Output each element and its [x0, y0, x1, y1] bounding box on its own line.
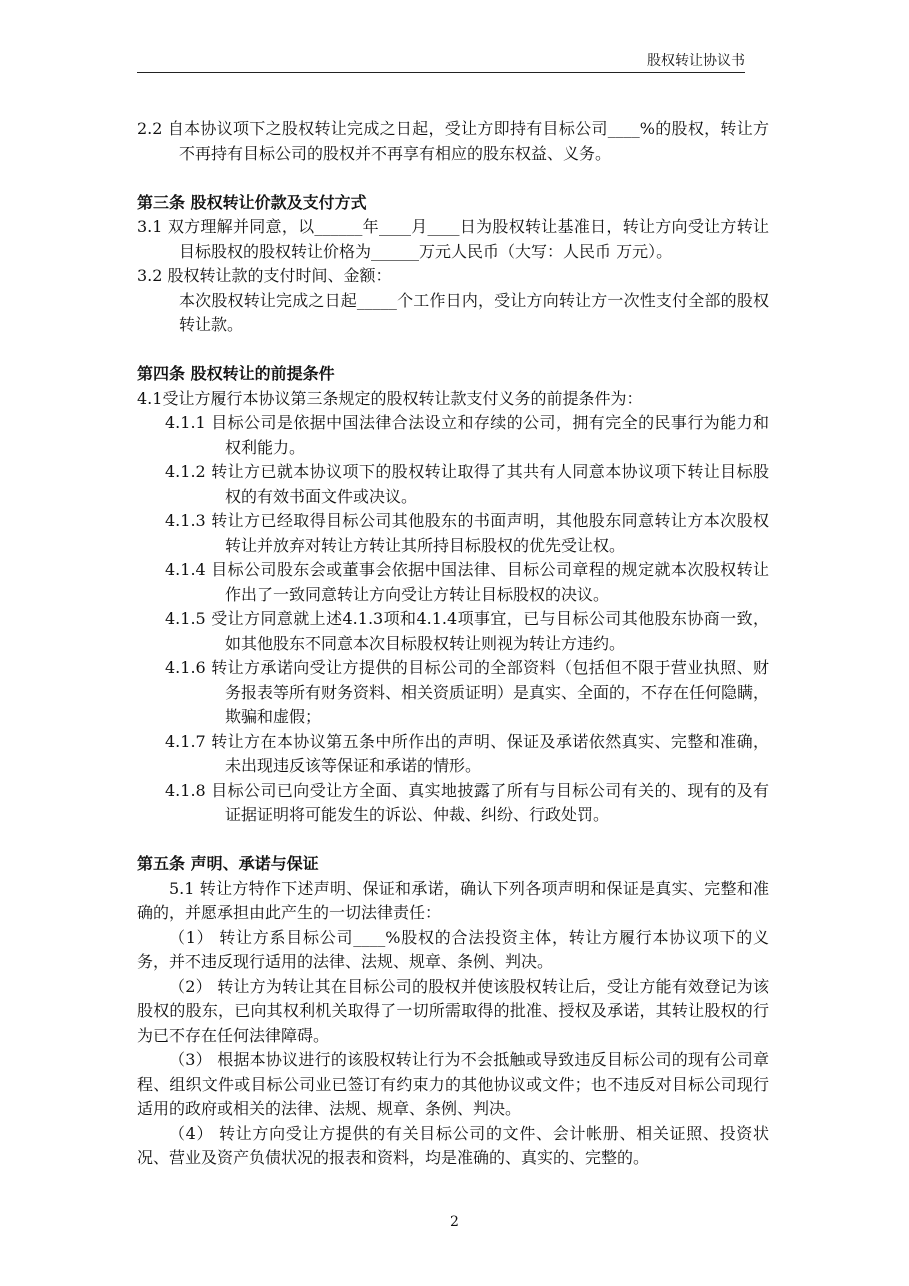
clause-5-1-item-1: （1） 转让方系目标公司____%股权的合法投资主体，转让方履行本协议项下的义务，并不违反现行适用的法律、法规、规章、条例、判决。: [137, 927, 769, 971]
clause-3-2-detail: 本次股权转让完成之日起_____个工作日内，受让方向转让方一次性支付全部的股权转让款。: [179, 290, 769, 334]
clause-3-2: 3.2 股权转让款的支付时间、金额：: [137, 266, 392, 285]
clause-4-1-8: 4.1.8 目标公司已向受让方全面、真实地披露了所有与目标公司有关的、现有的及有证据证明将可能发生的诉讼、仲裁、纠纷、行政处罚。: [165, 780, 769, 824]
clause-4-1-2: 4.1.2 转让方已就本协议项下的股权转让取得了其共有人同意本协议项下转让目标股权的有效书面文件或决议。: [165, 462, 769, 506]
header-rule: [137, 72, 745, 73]
clause-4-1-5: 4.1.5 受让方同意就上述4.1.3项和4.1.4项事宜，已与目标公司其他股东协商一致，如其他股东不同意本次目标股权转让则视为转让方违约。: [165, 609, 769, 653]
document-body: [137, 117, 769, 1171]
article-4-heading: 第四条 股权转让的前提条件: [137, 364, 335, 383]
page-number: 2: [450, 1214, 459, 1230]
clause-4-1: 4.1受让方履行本协议第三条规定的股权转让款支付义务的前提条件为：: [137, 388, 643, 408]
clause-5-1-item-4: （4） 转让方向受让方提供的有关目标公司的文件、会计帐册、相关证照、投资状况、营业及资产负债状况的报表和资料，均是准确的、真实的、完整的。: [137, 1123, 769, 1167]
article-5-heading: 第五条 声明、承诺与保证: [137, 854, 319, 873]
section-gap: [137, 828, 769, 853]
clause-4-1-7: 4.1.7 转让方在本协议第五条中所作出的声明、保证及承诺依然真实、完整和准确，未出现违反该等保证和承诺的情形。: [165, 731, 769, 775]
clause-5-1: 5.1 转让方特作下述声明、保证和承诺，确认下列各项声明和保证是真实、完整和准确的，并愿承担由此产生的一切法律责任：: [137, 878, 769, 922]
section-gap: [137, 338, 769, 363]
clause-4-1-1: 4.1.1 目标公司是依据中国法律合法设立和存续的公司，拥有完全的民事行为能力和权利能力。: [165, 413, 769, 457]
section-gap: [137, 166, 769, 191]
clause-2-2: 2.2 自本协议项下之股权转让完成之日起，受让方即持有目标公司____%的股权，转让方不再持有目标公司的股权并不再享有相应的股东权益、义务。: [137, 119, 769, 163]
clause-5-1-item-3: （3） 根据本协议进行的该股权转让行为不会抵触或导致违反目标公司的现有公司章程、组织文件或目标公司业已签订有约束力的其他协议或文件；也不违反对目标公司现行适用的政府或相关的法律、法规、规章、条例、判决。: [137, 1050, 769, 1118]
clause-3-1: 3.1 双方理解并同意，以______年____月____日为股权转让基准日，转让方向受让方转让目标股权的股权转让价格为______万元人民币（大写：人民币 万元）。: [137, 217, 769, 261]
header-title: 股权转让协议书: [647, 53, 745, 69]
clause-4-1-3: 4.1.3 转让方已经取得目标公司其他股东的书面声明，其他股东同意转让方本次股权转让并放弃对转让方转让其所持目标股权的优先受让权。: [165, 511, 769, 555]
article-3-heading: 第三条 股权转让价款及支付方式: [137, 192, 367, 212]
clause-5-1-item-2: （2） 转让方为转让其在目标公司的股权并使该股权转让后，受让方能有效登记为该股权的股东，已向其权利机关取得了一切所需取得的批准、授权及承诺，其转让股权的行为已不存在任何法律障碍。: [137, 976, 769, 1045]
clause-4-1-6: 4.1.6 转让方承诺向受让方提供的目标公司的全部资料（包括但不限于营业执照、财务报表等所有财务资料、相关资质证明）是真实、全面的，不存在任何隐瞒，欺骗和虚假；: [165, 658, 770, 726]
clause-4-1-4: 4.1.4 目标公司股东会或董事会依据中国法律、目标公司章程的规定就本次股权转让作出了一致同意转让方向受让方转让目标股权的决议。: [165, 560, 769, 604]
